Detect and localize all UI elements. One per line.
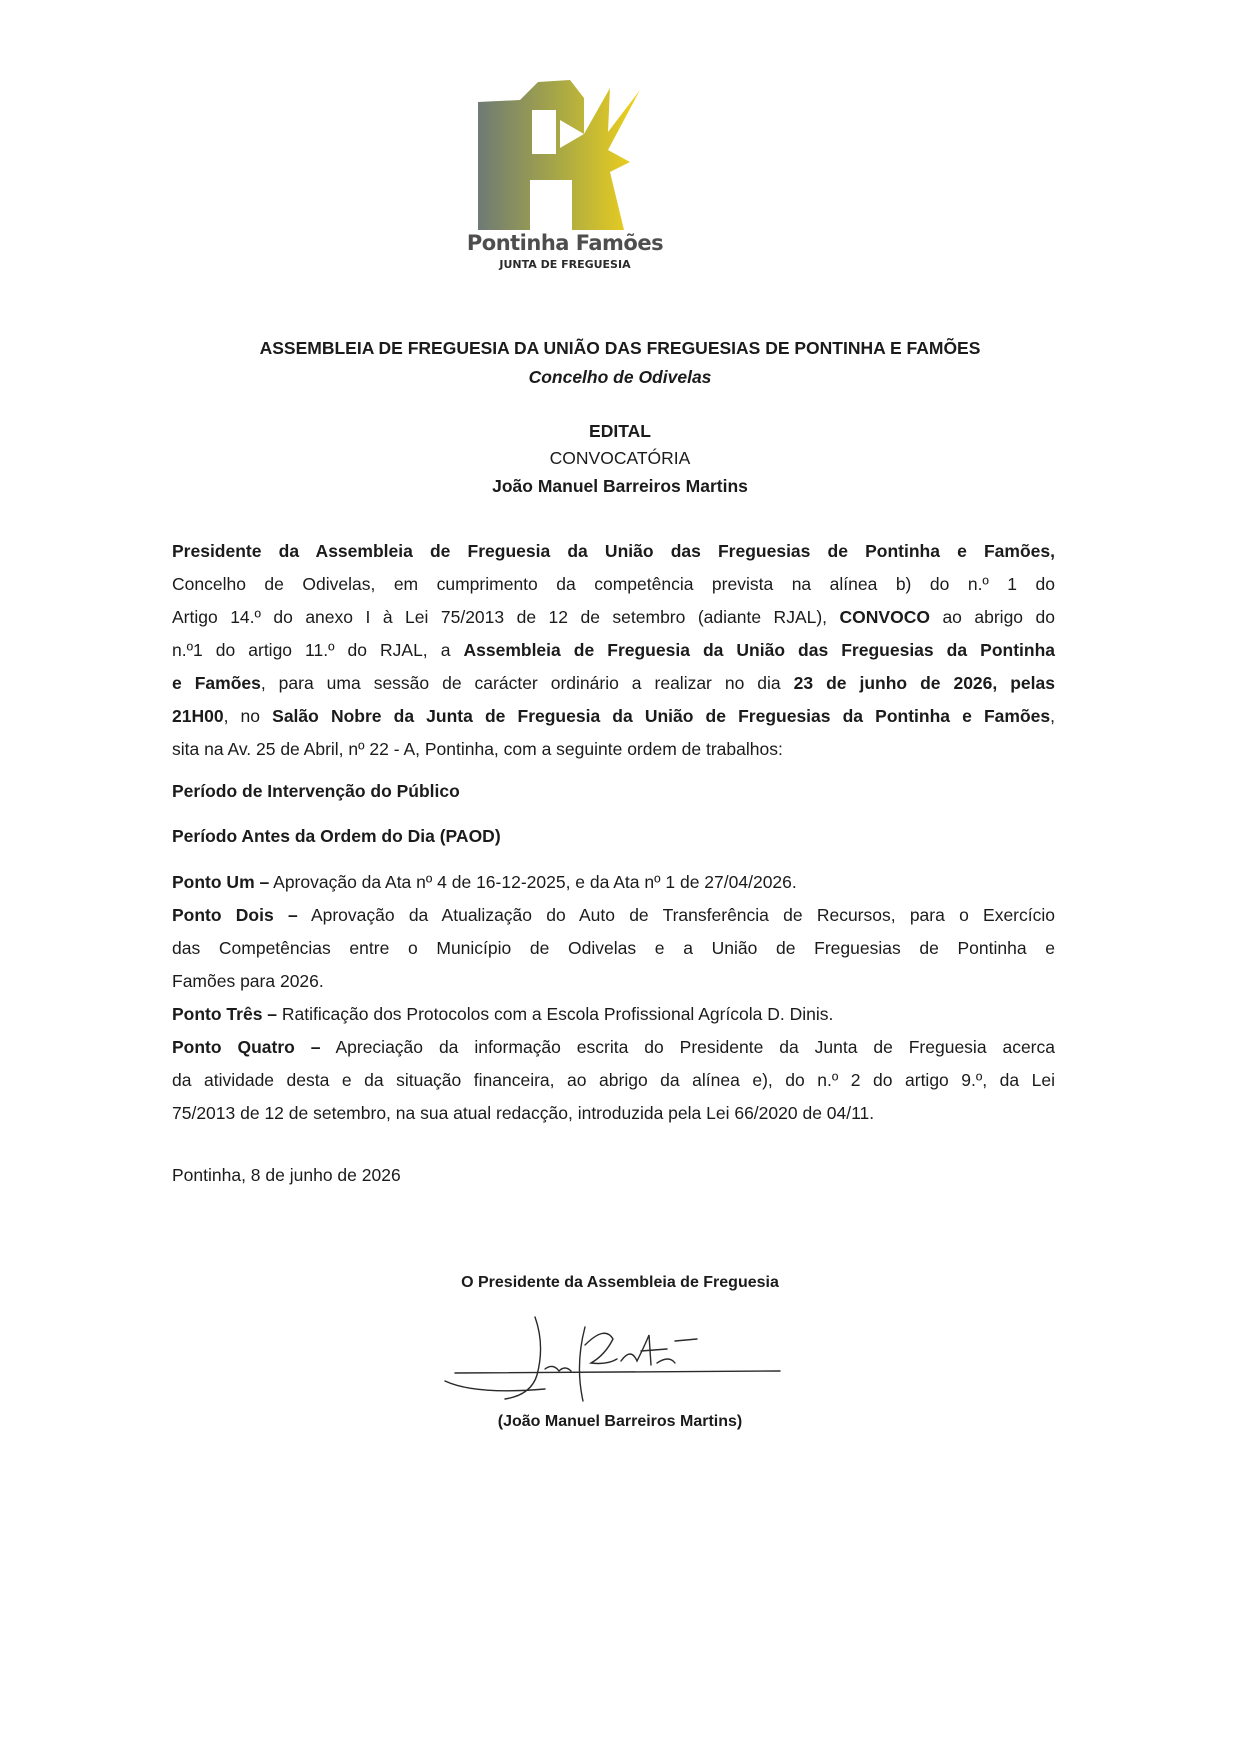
- assembly-title: ASSEMBLEIA DE FREGUESIA DA UNIÃO DAS FREGUESIAS DE PONTINHA E FAMÕES: [259, 338, 981, 358]
- convener-name: João Manuel Barreiros Martins: [492, 476, 748, 496]
- point-three: Ponto Três – Ratificação dos Protocolos com a Escola Profissional Agrícola D. Dinis.: [172, 1004, 834, 1024]
- paod-heading: Período Antes da Ordem do Dia (PAOD): [172, 826, 501, 846]
- point-two-line-1: Ponto Dois – Aprovação da Atualização do Auto de Transferência de Recursos, para o Exercício: [172, 905, 1055, 925]
- parish-logo-emblem: [460, 80, 670, 230]
- point-four-line-3: 75/2013 de 12 de setembro, na sua atual redacção, introduzida pela Lei 66/2020 de 04/11.: [172, 1103, 875, 1123]
- parish-logo: [450, 80, 680, 280]
- intro-line-1: Presidente da Assembleia de Freguesia da União das Freguesias de Pontinha e Famões,: [172, 541, 1055, 561]
- intro-line-2: Concelho de Odivelas, em cumprimento da competência prevista na alínea b) do n.º 1 do: [172, 574, 1055, 594]
- intro-line-4: n.º1 do artigo 11.º do RJAL, a Assembleia de Freguesia da União das Freguesias da Pontinha: [172, 640, 1055, 660]
- document-type: EDITAL: [589, 421, 651, 441]
- signatory-title: O Presidente da Assembleia de Freguesia: [461, 1274, 779, 1291]
- intro-line-5: e Famões, para uma sessão de carácter ordinário a realizar no dia 23 de junho de 2026, pelas: [172, 673, 1055, 693]
- logo-subtitle: JUNTA DE FREGUESIA: [499, 258, 631, 271]
- point-one: Ponto Um – Aprovação da Ata nº 4 de 16-12-2025, e da Ata nº 1 de 27/04/2026.: [172, 872, 797, 892]
- intro-line-7: sita na Av. 25 de Abril, nº 22 - A, Pontinha, com a seguinte ordem de trabalhos:: [172, 739, 783, 759]
- point-two-line-3: Famões para 2026.: [172, 971, 324, 991]
- place-date: Pontinha, 8 de junho de 2026: [172, 1165, 401, 1185]
- handwritten-signature: [435, 1305, 795, 1415]
- point-four-line-1: Ponto Quatro – Apreciação da informação escrita do Presidente da Junta de Freguesia acerca: [172, 1037, 1055, 1057]
- point-four-line-2: da atividade desta e da situação financeira, ao abrigo da alínea e), do n.º 2 do artigo 9.º, da Lei: [172, 1070, 1055, 1090]
- document-subtype: CONVOCATÓRIA: [549, 448, 691, 468]
- public-intervention-heading: Período de Intervenção do Público: [172, 781, 460, 801]
- signatory-name: (João Manuel Barreiros Martins): [497, 1413, 743, 1430]
- logo-name: Pontinha Famões: [466, 231, 664, 255]
- intro-line-3: Artigo 14.º do anexo I à Lei 75/2013 de 12 de setembro (adiante RJAL), CONVOCO ao abrigo do: [172, 607, 1055, 627]
- point-two-line-2: das Competências entre o Município de Odivelas e a União de Freguesias de Pontinha e: [172, 938, 1055, 958]
- intro-line-6: 21H00, no Salão Nobre da Junta de Freguesia da União de Freguesias da Pontinha e Famões,: [172, 706, 1055, 726]
- municipality-subtitle: Concelho de Odivelas: [528, 367, 712, 387]
